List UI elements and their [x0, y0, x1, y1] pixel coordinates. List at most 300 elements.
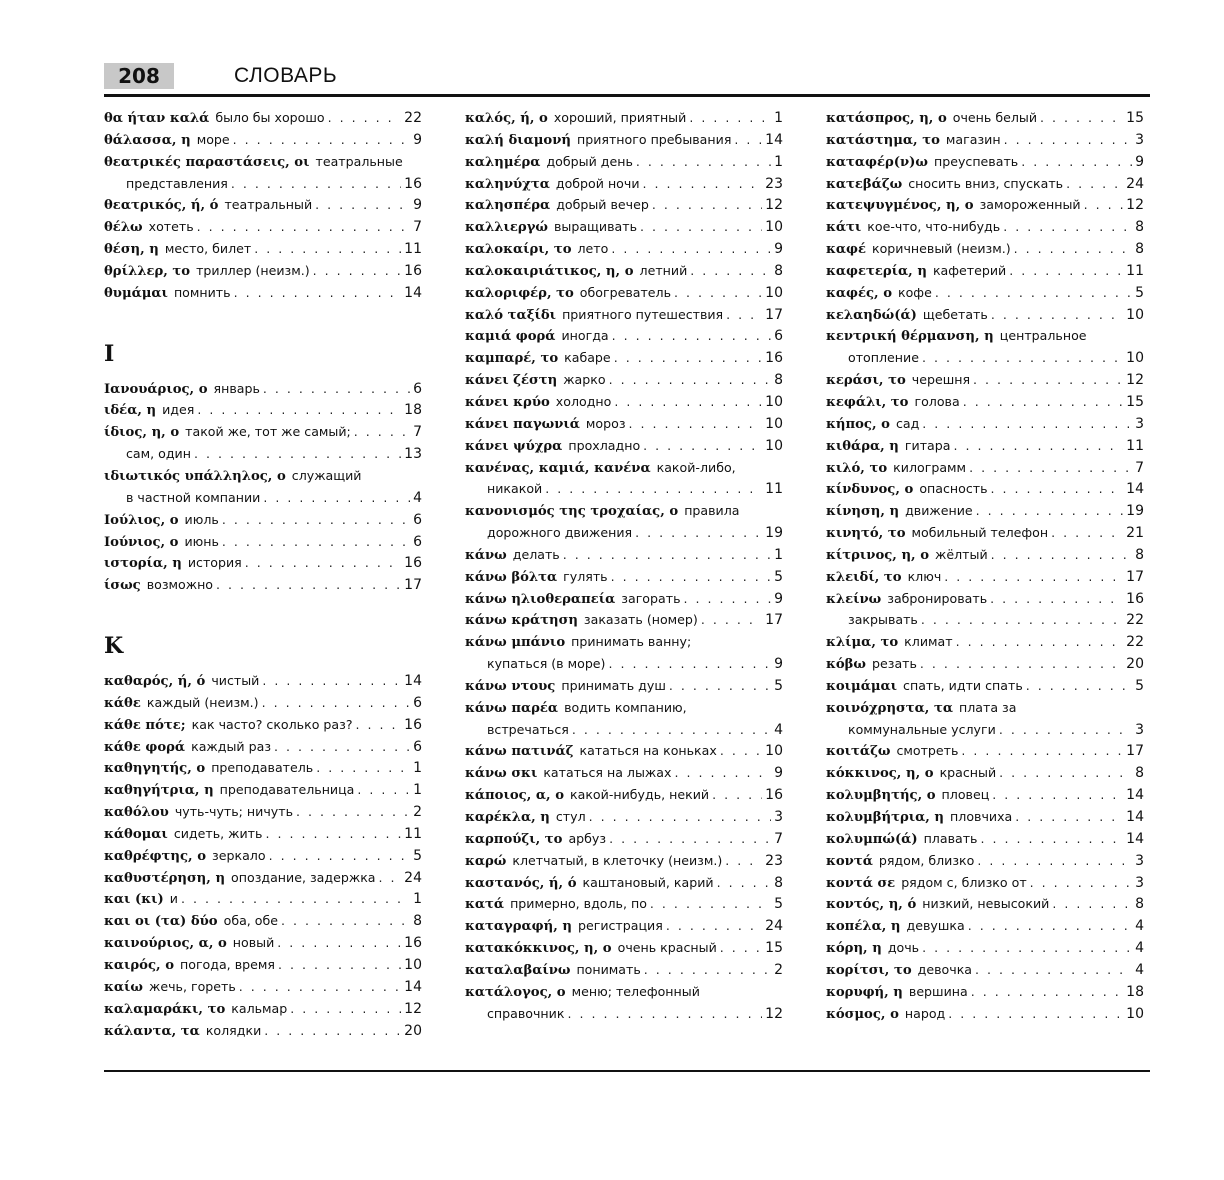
- translation: представления: [126, 175, 228, 191]
- headword: κατάσπρος, η, ο: [826, 111, 947, 126]
- page-title: СЛОВАРЬ: [234, 64, 338, 87]
- headword: καιρός, ο: [104, 958, 174, 973]
- dot-leader: [316, 760, 410, 775]
- headword: κόρη, η: [826, 941, 882, 957]
- lesson-number: 4: [1135, 918, 1144, 935]
- translation: правила: [684, 503, 740, 519]
- dictionary-entry: [826, 918, 1144, 940]
- dictionary-entry: [826, 1006, 1144, 1028]
- dot-leader: [991, 547, 1132, 562]
- translation: очень белый: [952, 110, 1038, 125]
- dictionary-entry: [826, 241, 1144, 263]
- headword: καλός, ή, ο: [465, 111, 548, 126]
- dot-leader: [720, 940, 762, 955]
- headword: κοιτάζω: [826, 744, 891, 760]
- lesson-number: 4: [1135, 961, 1144, 978]
- translation: народ: [904, 1005, 946, 1021]
- lesson-number: 21: [1126, 525, 1144, 542]
- lesson-number: 8: [774, 262, 783, 279]
- dot-leader: [643, 438, 762, 453]
- dictionary-entry: [826, 634, 1144, 656]
- dictionary-entry: [104, 870, 422, 892]
- headword: κάνει ζέστη: [465, 373, 558, 389]
- lesson-number: 14: [1126, 481, 1144, 498]
- dot-leader: [636, 154, 771, 169]
- lesson-number: 1: [413, 891, 422, 908]
- translation: какой-нибудь, некий: [570, 787, 710, 803]
- translation: климат: [904, 634, 953, 650]
- dictionary-entry: [465, 612, 783, 634]
- dictionary-entry: [465, 394, 783, 416]
- lesson-number: 19: [765, 525, 783, 542]
- headword: θέση, η: [104, 242, 159, 258]
- headword: θέλω: [104, 220, 143, 236]
- dictionary-entry: [465, 962, 783, 984]
- dot-leader: [971, 984, 1123, 999]
- lesson-number: 9: [774, 656, 783, 673]
- dictionary-entry: [465, 307, 783, 329]
- translation: делать: [512, 546, 560, 562]
- dot-leader: [1051, 525, 1123, 540]
- dot-leader: [1014, 241, 1132, 256]
- headword: κλείνω: [826, 591, 882, 607]
- dot-leader: [1052, 896, 1132, 911]
- dictionary-entry: [465, 678, 783, 700]
- headword: καρπούζι, το: [465, 831, 563, 847]
- dictionary-entry-continuation: [826, 350, 1144, 372]
- dictionary-entry: [826, 285, 1144, 307]
- translation: опоздание, задержка: [231, 869, 376, 885]
- dot-leader: [277, 935, 401, 950]
- lesson-number: 6: [774, 328, 783, 345]
- translation: выращивать: [553, 219, 637, 235]
- dictionary-entry: [465, 328, 783, 350]
- dot-leader: [197, 402, 401, 417]
- lesson-number: 23: [765, 175, 783, 192]
- headword: κάλαντα, τα: [104, 1023, 200, 1039]
- lesson-number: 5: [774, 896, 783, 913]
- translation: чуть-чуть; ничуть: [174, 804, 293, 820]
- dictionary-entry: [826, 438, 1144, 460]
- translation: регистрация: [577, 918, 663, 934]
- translation: встречаться: [487, 721, 569, 737]
- dictionary-entry: [826, 809, 1144, 831]
- dictionary-entry: [826, 875, 1144, 897]
- lesson-number: 11: [1126, 437, 1144, 454]
- lesson-number: 8: [413, 913, 422, 930]
- headword: κάνω ηλιοθεραπεία: [465, 591, 616, 607]
- headword: κιθάρα, η: [826, 438, 899, 454]
- lesson-number: 16: [404, 555, 422, 572]
- translation: кафетерий: [932, 262, 1007, 278]
- translation: помнить: [173, 284, 231, 300]
- headword: κανονισμός της τροχαίας, ο: [465, 504, 679, 520]
- headword: θα ήταν καλά: [104, 111, 210, 126]
- headword: ιδέα, η: [104, 403, 157, 419]
- footer-rule: [104, 1070, 1150, 1072]
- translation: сносить вниз, спускать: [908, 175, 1064, 191]
- headword: κλίμα, το: [826, 635, 899, 651]
- translation: январь: [213, 380, 260, 396]
- dot-leader: [233, 132, 410, 147]
- dictionary-entry: [465, 765, 783, 787]
- lesson-number: 8: [774, 874, 783, 891]
- headword: κανένας, καμιά, κανένα: [465, 460, 651, 476]
- dot-leader: [1030, 875, 1132, 890]
- lesson-number: 8: [1135, 219, 1144, 236]
- dictionary-column-2: [465, 110, 783, 1027]
- dictionary-entry: [104, 717, 422, 739]
- headword: καθαρός, ή, ό: [104, 674, 206, 690]
- dot-leader: [1009, 263, 1123, 278]
- headword: κελαηδώ(ά): [826, 307, 917, 323]
- dot-leader: [922, 940, 1132, 955]
- dot-leader: [991, 481, 1124, 496]
- dot-leader: [265, 826, 401, 841]
- dot-leader: [611, 569, 771, 584]
- translation: плата за: [959, 699, 1017, 715]
- translation: резать: [872, 656, 917, 672]
- lesson-number: 6: [413, 380, 422, 397]
- dot-leader: [1003, 219, 1132, 234]
- lesson-number: 10: [765, 284, 783, 301]
- dot-leader: [669, 678, 771, 693]
- dictionary-entry: [826, 787, 1144, 809]
- lesson-number: 8: [1135, 241, 1144, 258]
- lesson-number: 11: [1126, 262, 1144, 279]
- lesson-number: 16: [404, 716, 422, 733]
- translation: такой же, тот же самый;: [185, 424, 351, 440]
- translation: замороженный: [979, 197, 1081, 213]
- lesson-number: 8: [1135, 896, 1144, 913]
- dot-leader: [274, 739, 410, 754]
- headword: κατάστημα, το: [826, 132, 940, 148]
- translation: сам, один: [126, 446, 191, 462]
- lesson-number: 15: [1126, 393, 1144, 410]
- translation: обогреватель: [579, 284, 672, 300]
- dot-leader: [315, 197, 410, 212]
- lesson-number: 10: [765, 415, 783, 432]
- lesson-number: 6: [413, 738, 422, 755]
- dictionary-entry: [104, 913, 422, 935]
- lesson-number: 9: [413, 197, 422, 214]
- lesson-number: 22: [1126, 634, 1144, 651]
- translation: иногда: [561, 328, 609, 344]
- headword: κάνει παγωνιά: [465, 416, 580, 432]
- dictionary-entry: [104, 804, 422, 826]
- lesson-number: 16: [404, 175, 422, 192]
- headword: κόσμος, ο: [826, 1006, 899, 1022]
- lesson-number: 10: [765, 437, 783, 454]
- lesson-number: 8: [1135, 765, 1144, 782]
- translation: низкий, невысокий: [922, 896, 1050, 912]
- headword: καίω: [104, 979, 143, 995]
- lesson-number: 17: [765, 612, 783, 629]
- translation: меню; телефонный: [571, 983, 700, 999]
- translation: дорожного движения: [487, 525, 633, 541]
- headword: κάνω ντους: [465, 678, 556, 694]
- dictionary-entry: [826, 154, 1144, 176]
- dictionary-entry: [104, 555, 422, 577]
- lesson-number: 12: [404, 1000, 422, 1017]
- headword: κάθε φορά: [104, 739, 186, 755]
- lesson-number: 2: [413, 804, 422, 821]
- dictionary-entry: [104, 577, 422, 599]
- dictionary-entry: [826, 460, 1144, 482]
- dot-leader: [1066, 176, 1123, 191]
- dot-leader: [734, 132, 762, 147]
- headword: κάνω πατινάζ: [465, 744, 574, 760]
- dictionary-entry-continuation: [465, 656, 783, 678]
- translation: хотеть: [148, 219, 194, 235]
- lesson-number: 6: [413, 511, 422, 528]
- translation: место, билет: [164, 241, 252, 257]
- dictionary-entry: [465, 918, 783, 940]
- dot-leader: [650, 896, 771, 911]
- dot-leader: [614, 350, 762, 365]
- dictionary-entry: [104, 424, 422, 446]
- dictionary-entry: [104, 848, 422, 870]
- translation: девушка: [906, 918, 965, 934]
- headword: καστανός, ή, ό: [465, 875, 577, 891]
- dictionary-entry: [826, 307, 1144, 329]
- dictionary-entry: [826, 132, 1144, 154]
- lesson-number: 1: [774, 110, 783, 126]
- headword: καλοριφέρ, το: [465, 285, 574, 301]
- headword: κίνηση, η: [826, 504, 900, 520]
- dot-leader: [609, 372, 772, 387]
- translation: море: [196, 131, 230, 147]
- page-number: 208: [104, 63, 174, 89]
- dot-leader: [956, 634, 1124, 649]
- dot-leader: [635, 525, 762, 540]
- lesson-number: 10: [1126, 350, 1144, 367]
- dot-leader: [545, 481, 762, 496]
- translation: в частной компании: [126, 489, 261, 505]
- translation: преподавательница: [219, 782, 355, 798]
- headword: καλοκαίρι, το: [465, 242, 572, 258]
- dictionary-entry: [104, 219, 422, 241]
- dictionary-entry: [826, 372, 1144, 394]
- translation: очень красный: [617, 940, 717, 956]
- dictionary-entry: [104, 979, 422, 1001]
- dictionary-entry: [465, 350, 783, 372]
- translation: история: [187, 555, 242, 571]
- dictionary-entry: [465, 241, 783, 263]
- dictionary-entry: [465, 547, 783, 569]
- dictionary-entry: [104, 263, 422, 285]
- translation: коммунальные услуги: [848, 721, 996, 737]
- dictionary-entry: [465, 219, 783, 241]
- headword: κατεβάζω: [826, 176, 903, 192]
- dot-leader: [689, 110, 771, 125]
- lesson-number: 1: [413, 782, 422, 799]
- headword: καληνύχτα: [465, 176, 550, 192]
- dot-leader: [999, 765, 1132, 780]
- headword: κάνω παρέα: [465, 700, 559, 716]
- dictionary-entry: [826, 896, 1144, 918]
- dot-leader: [356, 717, 402, 732]
- lesson-number: 14: [404, 673, 422, 690]
- headword: κάθε πότε;: [104, 717, 186, 733]
- dot-leader: [717, 875, 771, 890]
- headword: κοπέλα, η: [826, 919, 901, 935]
- dot-leader: [296, 804, 410, 819]
- dictionary-entry: [104, 241, 422, 263]
- translation: закрывать: [848, 612, 918, 628]
- dot-leader: [922, 350, 1123, 365]
- dot-leader: [354, 424, 410, 439]
- headword: κάτι: [826, 220, 862, 236]
- dictionary-entry: [104, 739, 422, 761]
- lesson-number: 8: [1135, 546, 1144, 563]
- dictionary-column-3: [826, 110, 1144, 1027]
- dictionary-entry: [826, 569, 1144, 591]
- lesson-number: 1: [774, 546, 783, 563]
- dot-leader: [643, 176, 763, 191]
- translation: как часто? сколько раз?: [191, 716, 353, 732]
- dictionary-entry: [826, 328, 1144, 350]
- dot-leader: [975, 962, 1132, 977]
- lesson-number: 3: [1135, 415, 1144, 432]
- dictionary-entry: [465, 263, 783, 285]
- translation: хороший, приятный: [553, 110, 687, 125]
- lesson-number: 16: [765, 350, 783, 367]
- dictionary-entry: [465, 285, 783, 307]
- lesson-number: 18: [1126, 983, 1144, 1000]
- headword: κάνω σκι: [465, 766, 538, 782]
- dot-leader: [379, 870, 402, 885]
- dictionary-entry-continuation: [465, 525, 783, 547]
- lesson-number: 18: [404, 402, 422, 419]
- dictionary-entry: [826, 547, 1144, 569]
- section-letter: I: [104, 340, 115, 367]
- dot-leader: [1040, 110, 1123, 125]
- dot-leader: [281, 913, 410, 928]
- translation: кататься на лыжах: [543, 765, 672, 781]
- dictionary-entry: [104, 468, 422, 490]
- headword: κάθε: [104, 695, 141, 711]
- translation: добрый день: [546, 153, 633, 169]
- dictionary-entry: [465, 154, 783, 176]
- headword: καθηγήτρια, η: [104, 783, 214, 799]
- headword: καλησπέρα: [465, 198, 551, 214]
- dictionary-entry: [465, 700, 783, 722]
- translation: идея: [162, 402, 195, 418]
- translation: холодно: [555, 393, 612, 409]
- headword: κόβω: [826, 657, 866, 673]
- dot-leader: [612, 328, 771, 343]
- section-spacer: [104, 599, 422, 621]
- dot-leader: [234, 285, 402, 300]
- dictionary-entry-continuation: [826, 722, 1144, 744]
- headword: καφετερία, η: [826, 263, 927, 279]
- headword: καφέ: [826, 242, 866, 258]
- lesson-number: 22: [1126, 612, 1144, 629]
- lesson-number: 22: [404, 110, 422, 126]
- translation: движение: [905, 503, 973, 519]
- dictionary-entry: [465, 110, 783, 132]
- headword: κεφάλι, το: [826, 394, 909, 410]
- dot-leader: [1026, 678, 1132, 693]
- translation: доброй ночи: [555, 175, 640, 191]
- headword: κορυφή, η: [826, 984, 903, 1000]
- lesson-number: 9: [774, 765, 783, 782]
- dictionary-entry: [104, 935, 422, 957]
- dictionary-entry: [465, 984, 783, 1006]
- lesson-number: 16: [765, 787, 783, 804]
- translation: июль: [184, 511, 219, 527]
- dictionary-entry: [104, 132, 422, 154]
- lesson-number: 19: [1126, 503, 1144, 520]
- translation: вершина: [908, 983, 968, 999]
- dictionary-entry: [826, 263, 1144, 285]
- lesson-number: 1: [774, 153, 783, 170]
- dictionary-entry: [826, 197, 1144, 219]
- lesson-number: 23: [765, 852, 783, 869]
- headword: κεράσι, το: [826, 373, 906, 389]
- lesson-number: 7: [413, 424, 422, 441]
- translation: дочь: [887, 940, 920, 956]
- lesson-number: 15: [765, 940, 783, 957]
- lesson-number: 14: [404, 284, 422, 301]
- headword: και (κι): [104, 892, 164, 908]
- lesson-number: 6: [413, 694, 422, 711]
- headword: κορίτσι, το: [826, 962, 912, 978]
- headword: θυμάμαι: [104, 285, 168, 301]
- headword: θάλασσα, η: [104, 132, 191, 148]
- dictionary-entry: [465, 831, 783, 853]
- lesson-number: 4: [413, 489, 422, 506]
- dot-leader: [608, 656, 771, 671]
- dot-leader: [976, 503, 1124, 518]
- dot-leader: [357, 782, 410, 797]
- translation: примерно, вдоль, по: [510, 896, 647, 912]
- translation: служащий: [291, 467, 362, 483]
- dot-leader: [701, 612, 762, 627]
- dictionary-entry: [826, 962, 1144, 984]
- dictionary-entry: [465, 787, 783, 809]
- dot-leader: [572, 722, 771, 737]
- translation: плавать: [923, 830, 978, 846]
- headword: κάνω μπάνιο: [465, 635, 566, 651]
- headword: κιλό, το: [826, 460, 888, 476]
- headword: κοντά σε: [826, 875, 896, 891]
- lesson-number: 10: [765, 219, 783, 236]
- lesson-number: 10: [1126, 306, 1144, 323]
- dot-leader: [231, 176, 401, 191]
- lesson-number: 6: [413, 533, 422, 550]
- headword: κλειδί, το: [826, 569, 902, 585]
- translation: девочка: [917, 961, 973, 977]
- dot-leader: [197, 219, 410, 234]
- lesson-number: 12: [765, 197, 783, 214]
- dot-leader: [980, 831, 1123, 846]
- dot-leader: [181, 891, 410, 906]
- lesson-number: 12: [1126, 197, 1144, 214]
- dictionary-entry: [104, 381, 422, 403]
- headword: καμπαρέ, το: [465, 351, 559, 367]
- dot-leader: [262, 695, 411, 710]
- headword: κάνει ψύχρα: [465, 438, 563, 454]
- dot-leader: [263, 490, 410, 505]
- dictionary-entry: [826, 700, 1144, 722]
- lesson-number: 5: [1135, 284, 1144, 301]
- lesson-number: 10: [1126, 1005, 1144, 1022]
- translation: прохладно: [568, 437, 641, 453]
- lesson-number: 3: [1135, 131, 1144, 148]
- dictionary-entry-continuation: [826, 612, 1144, 634]
